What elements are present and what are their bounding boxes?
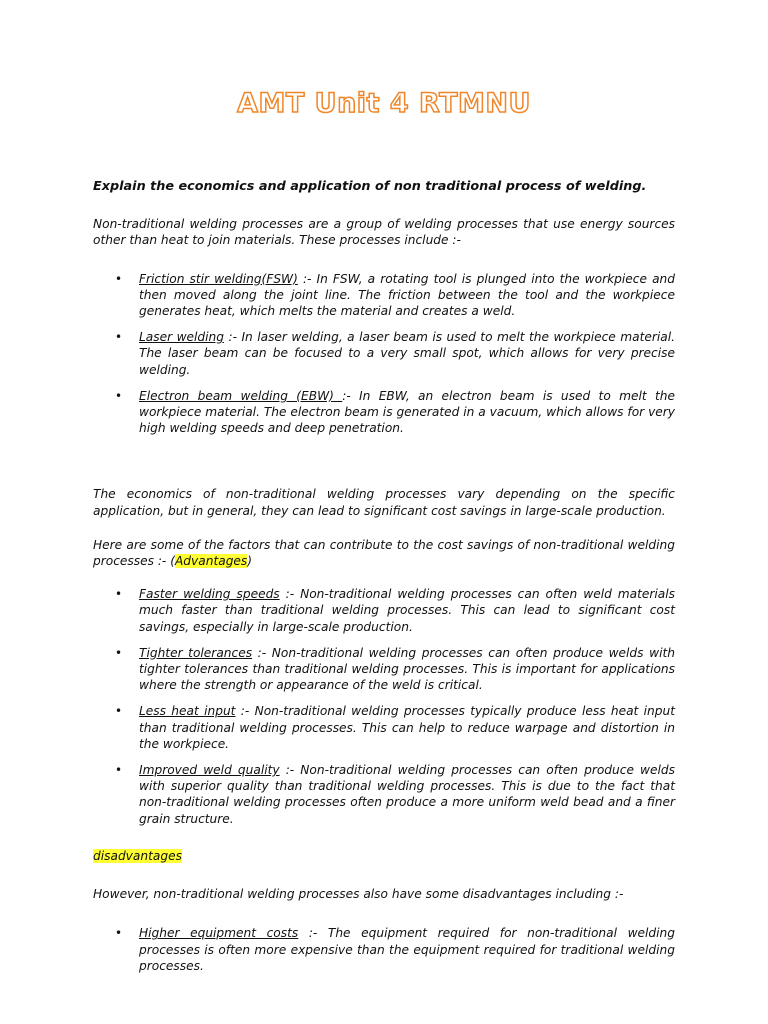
advantage-term: Faster welding speeds bbox=[139, 587, 280, 602]
question-heading: Explain the economics and application of non traditional process of welding. bbox=[93, 179, 647, 194]
factors-close-text: ) bbox=[247, 554, 253, 569]
process-term: Laser welding bbox=[139, 330, 225, 345]
disadvantages-list bbox=[93, 925, 675, 974]
list-item bbox=[93, 703, 675, 752]
advantage-term: Less heat input bbox=[139, 704, 236, 719]
list-item bbox=[93, 586, 675, 635]
process-term: Electron beam welding (EBW) bbox=[139, 388, 343, 403]
list-item bbox=[93, 329, 675, 378]
bullet-icon: • bbox=[115, 704, 123, 719]
process-term: Friction stir welding(FSW) bbox=[139, 271, 298, 286]
economics-paragraph: The economics of non-traditional welding processes vary depending on the specific application, but in general, they can lead to significant cost savings in large-scale production. bbox=[93, 487, 675, 518]
bullet-icon: • bbox=[115, 645, 123, 660]
advantage-description: :- Non-traditional welding processes can often weld materials much faster than traditional welding processes. This can lead to significant cost savings, especially in large-scale production. bbox=[139, 587, 675, 634]
bullet-icon: • bbox=[115, 926, 123, 941]
bullet-icon: • bbox=[115, 388, 123, 403]
bullet-icon: • bbox=[115, 763, 123, 778]
document-body bbox=[93, 179, 675, 974]
process-description: :- In FSW, a rotating tool is plunged into the workpiece and then moved along the joint line. The friction between the tool and the workpiece generates heat, which melts the material and creates a weld. bbox=[139, 271, 675, 319]
factors-intro-text: Here are some of the factors that can contribute to the cost savings of non-traditional welding processes :- ( bbox=[93, 537, 675, 569]
disadvantage-description: :- The equipment required for non-traditional welding processes is often more expensive than the equipment required for traditional welding processes. bbox=[139, 926, 676, 973]
advantage-term: Tighter tolerances bbox=[139, 645, 253, 660]
advantage-description: :- Non-traditional welding processes can often produce welds with tighter tolerances than traditional welding processes. This is important for applications where the strength or appearance of the weld is critical. bbox=[139, 645, 675, 693]
list-item bbox=[93, 645, 675, 694]
process-description: :- In laser welding, a laser beam is used to melt the workpiece material. The laser beam can be focused to a very small spot, which allows for very precise welding. bbox=[139, 330, 675, 377]
list-item bbox=[93, 925, 675, 974]
list-item bbox=[93, 388, 675, 437]
advantage-description: :- Non-traditional welding processes typically produce less heat input than traditional welding processes. This can help to reduce warpage and distortion in the workpiece. bbox=[139, 704, 676, 751]
process-description: :- In EBW, an electron beam is used to melt the workpiece material. The electron beam is generated in a vacuum, which allows for very high welding speeds and deep penetration. bbox=[139, 388, 675, 436]
advantage-description: :- Non-traditional welding processes can often produce welds with superior quality than traditional welding processes. This is due to the fact that non-traditional welding processes often produce a more uniform weld bead and a finer grain structure. bbox=[139, 763, 675, 826]
list-item bbox=[93, 762, 675, 827]
process-list bbox=[93, 271, 675, 437]
bullet-icon: • bbox=[115, 271, 123, 286]
document-title: AMT Unit 4 RTMNU bbox=[237, 88, 531, 119]
disadvantages-heading bbox=[93, 848, 675, 864]
intro-paragraph: Non-traditional welding processes are a group of welding processes that use energy sources other than heat to join materials. These processes include :- bbox=[93, 217, 675, 248]
advantage-term: Improved weld quality bbox=[139, 763, 280, 778]
disadvantages-intro: However, non-traditional welding processes also have some disadvantages including :- bbox=[93, 887, 624, 902]
factors-paragraph bbox=[93, 537, 675, 569]
bullet-icon: • bbox=[115, 587, 123, 602]
list-item bbox=[93, 271, 675, 320]
disadvantage-term: Higher equipment costs bbox=[139, 926, 299, 941]
disadvantages-highlight: disadvantages bbox=[93, 848, 182, 863]
bullet-icon: • bbox=[115, 330, 123, 345]
advantages-highlight: Advantages bbox=[174, 554, 248, 569]
advantages-list bbox=[93, 586, 675, 827]
